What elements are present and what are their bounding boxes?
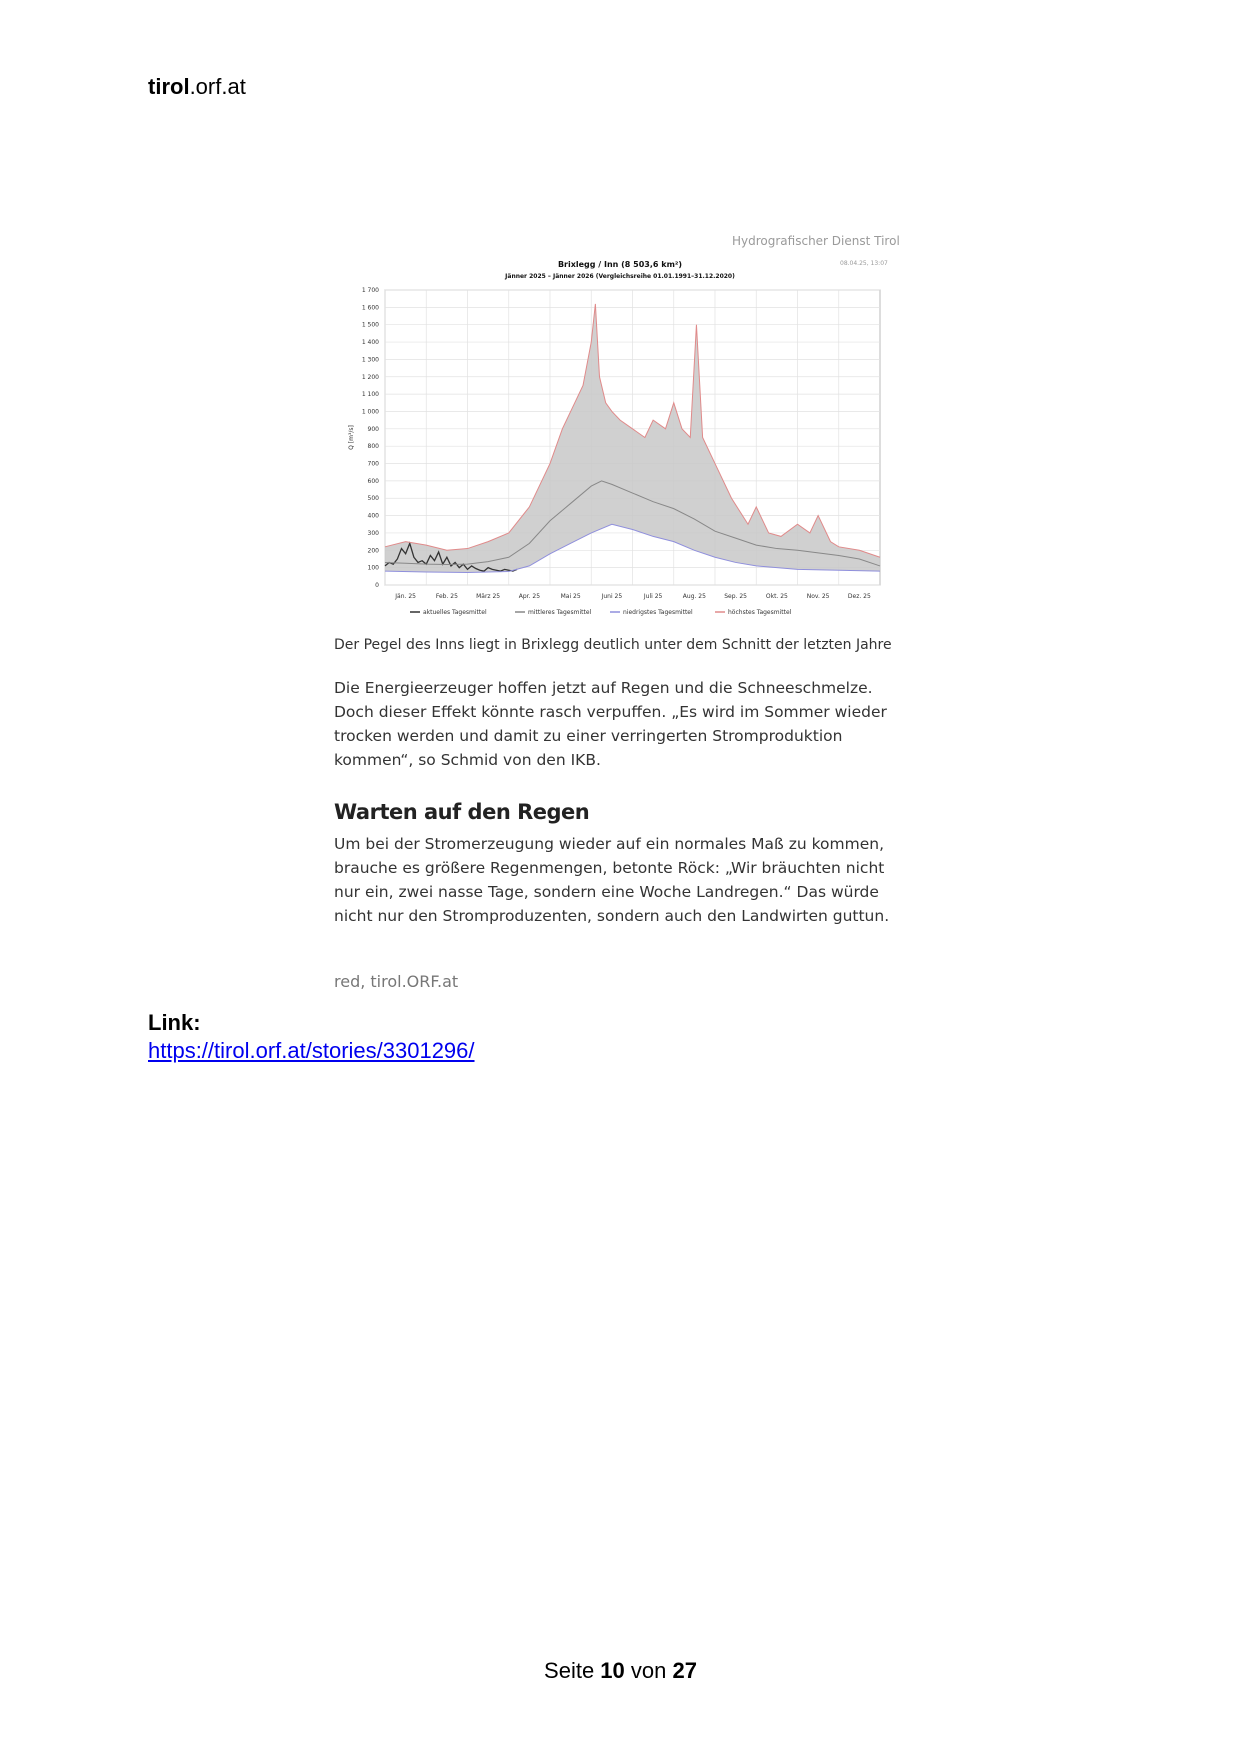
y-tick-label: 1 000	[361, 408, 379, 416]
x-tick-label: Juli 25	[643, 593, 663, 600]
site-header	[148, 74, 246, 100]
x-tick-label: Aug. 25	[682, 593, 706, 600]
y-tick-label: 1 500	[361, 321, 379, 329]
footer-prefix: Seite	[544, 1658, 601, 1683]
x-tick-label: Feb. 25	[435, 593, 458, 600]
x-tick-label: März 25	[476, 593, 501, 600]
chart-timestamp: 08.04.25, 13:07	[840, 260, 888, 267]
footer-middle: von	[624, 1658, 673, 1683]
chart-svg	[340, 250, 900, 630]
legend-label: aktuelles Tagesmittel	[423, 609, 487, 616]
link-label: Link:	[148, 1010, 201, 1035]
figure-caption: Der Pegel des Inns liegt in Brixlegg deutlich unter dem Schnitt der letzten Jahre	[334, 637, 892, 653]
y-tick-label: 0	[375, 582, 379, 589]
chart-title: Brixlegg / Inn (8 503,6 km²)	[557, 260, 683, 269]
y-tick-label: 1 300	[361, 356, 379, 364]
y-tick-label: 200	[367, 547, 379, 555]
article-heading: Warten auf den Regen	[334, 800, 590, 824]
x-tick-label: Nov. 25	[806, 593, 830, 600]
y-tick-label: 600	[367, 477, 379, 485]
x-tick-label: Apr. 25	[518, 593, 541, 600]
x-tick-label: Jän. 25	[395, 593, 416, 600]
figure-source: Hydrografischer Dienst Tirol	[732, 234, 900, 248]
site-name-bold: tirol	[148, 74, 190, 99]
y-tick-label: 400	[367, 512, 379, 520]
x-tick-label: Okt. 25	[765, 593, 788, 600]
article-paragraph-2: Um bei der Stromerzeugung wieder auf ein normales Maß zu kommen, brauche es größere Regenmengen, betonte Röck: „Wir bräuchten nicht nur ein, zwei nasse Tage, sondern eine Woche Landregen.“ Das würde nicht nur den Stromproduzenten, sondern auch den Landwirten guttun.	[334, 835, 890, 925]
x-tick-label: Juni 25	[601, 593, 623, 600]
y-tick-label: 100	[367, 564, 379, 572]
chart-subtitle: Jänner 2025 – Jänner 2026 (Vergleichsreihe 01.01.1991–31.12.2020)	[505, 273, 735, 280]
x-tick-label: Sep. 25	[724, 593, 748, 600]
y-tick-label: 1 700	[361, 287, 379, 294]
story-link[interactable]: https://tirol.orf.at/stories/3301296/	[148, 1038, 475, 1063]
page-footer	[0, 1658, 1241, 1684]
x-tick-label: Dez. 25	[847, 593, 871, 600]
article-paragraph-1: Die Energieerzeuger hoffen jetzt auf Regen und die Schneeschmelze. Doch dieser Effekt könnte rasch verpuffen. „Es wird im Sommer wieder trocken werden und damit zu einer verringerten Stromproduktion kommen“, so Schmid von den IKB.	[334, 679, 887, 769]
legend-label: niedrigstes Tagesmittel	[623, 609, 693, 616]
y-tick-label: 1 600	[361, 304, 379, 312]
byline: red, tirol.ORF.at	[334, 972, 459, 991]
y-tick-label: 300	[367, 529, 379, 537]
legend-label: höchstes Tagesmittel	[728, 609, 792, 616]
x-tick-label: Mai 25	[560, 593, 581, 600]
y-tick-label: 700	[367, 460, 379, 468]
y-tick-label: 1 100	[361, 391, 379, 399]
legend-label: mittleres Tagesmittel	[528, 609, 592, 616]
discharge-chart	[340, 250, 900, 630]
y-tick-label: 1 400	[361, 339, 379, 347]
footer-total: 27	[672, 1658, 697, 1683]
site-name-rest: .orf.at	[189, 74, 246, 99]
y-tick-label: 900	[367, 425, 379, 433]
footer-page: 10	[600, 1658, 625, 1683]
y-tick-label: 800	[367, 443, 379, 451]
y-axis-label: Q [m³/s]	[348, 425, 355, 450]
y-tick-label: 1 200	[361, 373, 379, 381]
y-tick-label: 500	[367, 495, 379, 503]
